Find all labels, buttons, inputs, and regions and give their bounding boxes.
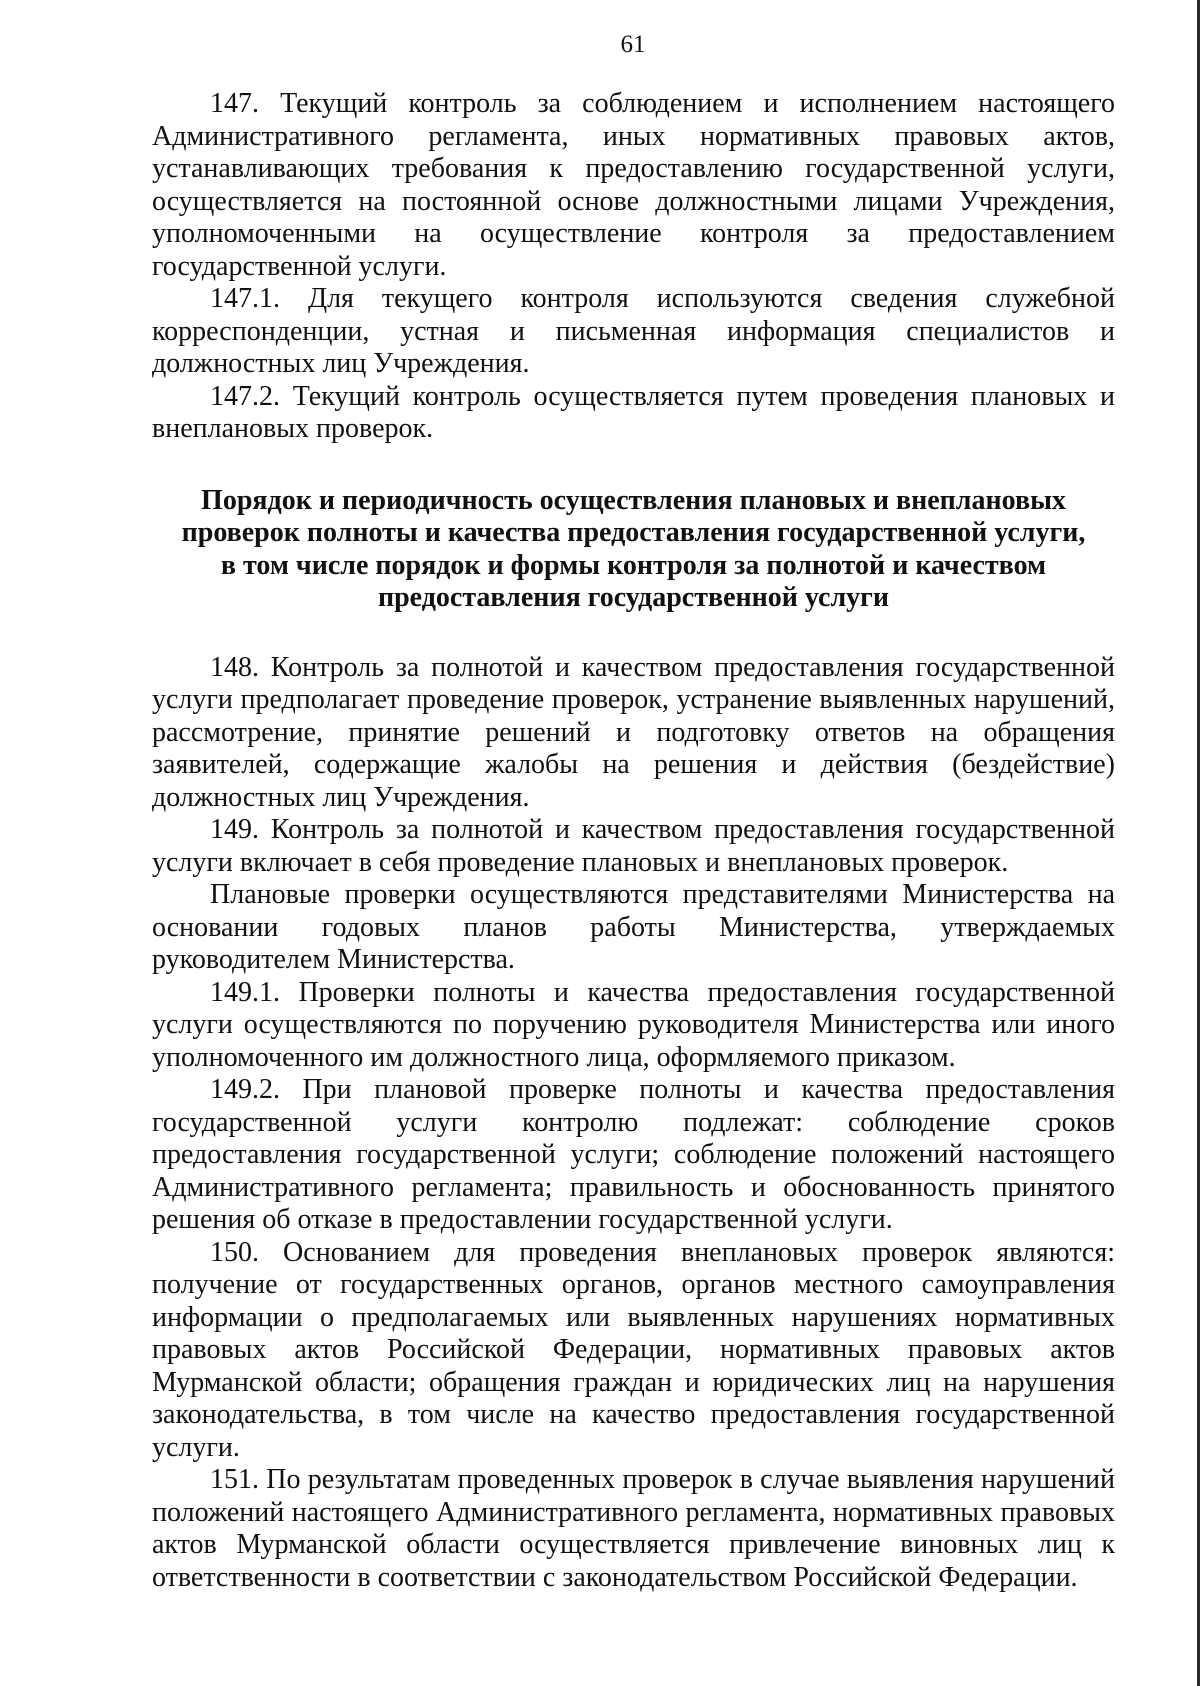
paragraph-149-1: 149.1. Проверки полноты и качества предоставления государственной услуги осуществляются по поручению руководителя Министерства или иного уполномоченного им должностного лица, оформляемого приказом. (152, 976, 1115, 1073)
paragraph-147: 147. Текущий контроль за соблюдением и исполнением настоящего Административного регламента, иных нормативных правовых актов, устанавливающих требования к предоставлению государственной услуги, осуществляется на постоянной основе должностными лицами Учреждения, уполномоченными на осуществление контроля за предоставлением государственной услуги. (152, 88, 1115, 282)
paragraph-149-2: 149.2. При плановой проверке полноты и качества предоставления государственной услуги контролю подлежат: соблюдение сроков предоставления государственной услуги; соблюдение положений настоящего Административного регламента; правильность и обоснованность принятого решения об отказе в предоставлении государственной услуги. (152, 1074, 1115, 1235)
page-number: 61 (620, 31, 646, 58)
section-heading: Порядок и периодичность осуществления плановых и внеплановых проверок полноты и качества предоставления государственной услуги, в том числе порядок и формы контроля за полнотой и качеством предоставления государственной услуги (181, 484, 1086, 613)
paragraph-147-2: 147.2. Текущий контроль осуществляется путем проведения плановых и внеплановых проверок. (152, 380, 1115, 444)
paragraph-149: 149. Контроль за полнотой и качеством предоставления государственной услуги включает в себя проведение плановых и внеплановых проверок. (152, 814, 1115, 878)
paragraph-150: 150. Основанием для проведения внеплановых проверок являются: получение от государственных органов, органов местного самоуправления информации о предполагаемых или выявленных нарушениях нормативных правовых актов Российской Федерации, нормативных правовых актов Мурманской области; обращения граждан и юридических лиц на нарушения законодательства, в том числе на качество предоставления государственной услуги. (152, 1236, 1115, 1463)
paragraph-planned-checks: Плановые проверки осуществляются представителями Министерства на основании годовых планов работы Министерства, утверждаемых руководителем Министерства. (152, 879, 1115, 975)
document-body (152, 88, 1115, 1594)
paragraph-147-1: 147.1. Для текущего контроля используются сведения служебной корреспонденции, устная и письменная информация специалистов и должностных лиц Учреждения. (152, 283, 1115, 379)
paragraph-151: 151. По результатам проведенных проверок в случае выявления нарушений положений настоящего Административного регламента, нормативных правовых актов Мурманской области осуществляется привлечение виновных лиц к ответственности в соответствии с законодательством Российской Федерации. (152, 1464, 1115, 1593)
paragraph-148: 148. Контроль за полнотой и качеством предоставления государственной услуги предполагает проведение проверок, устранение выявленных нарушений, рассмотрение, принятие решений и подготовку ответов на обращения заявителей, содержащие жалобы на решения и действия (бездействие) должностных лиц Учреждения. (152, 651, 1115, 813)
